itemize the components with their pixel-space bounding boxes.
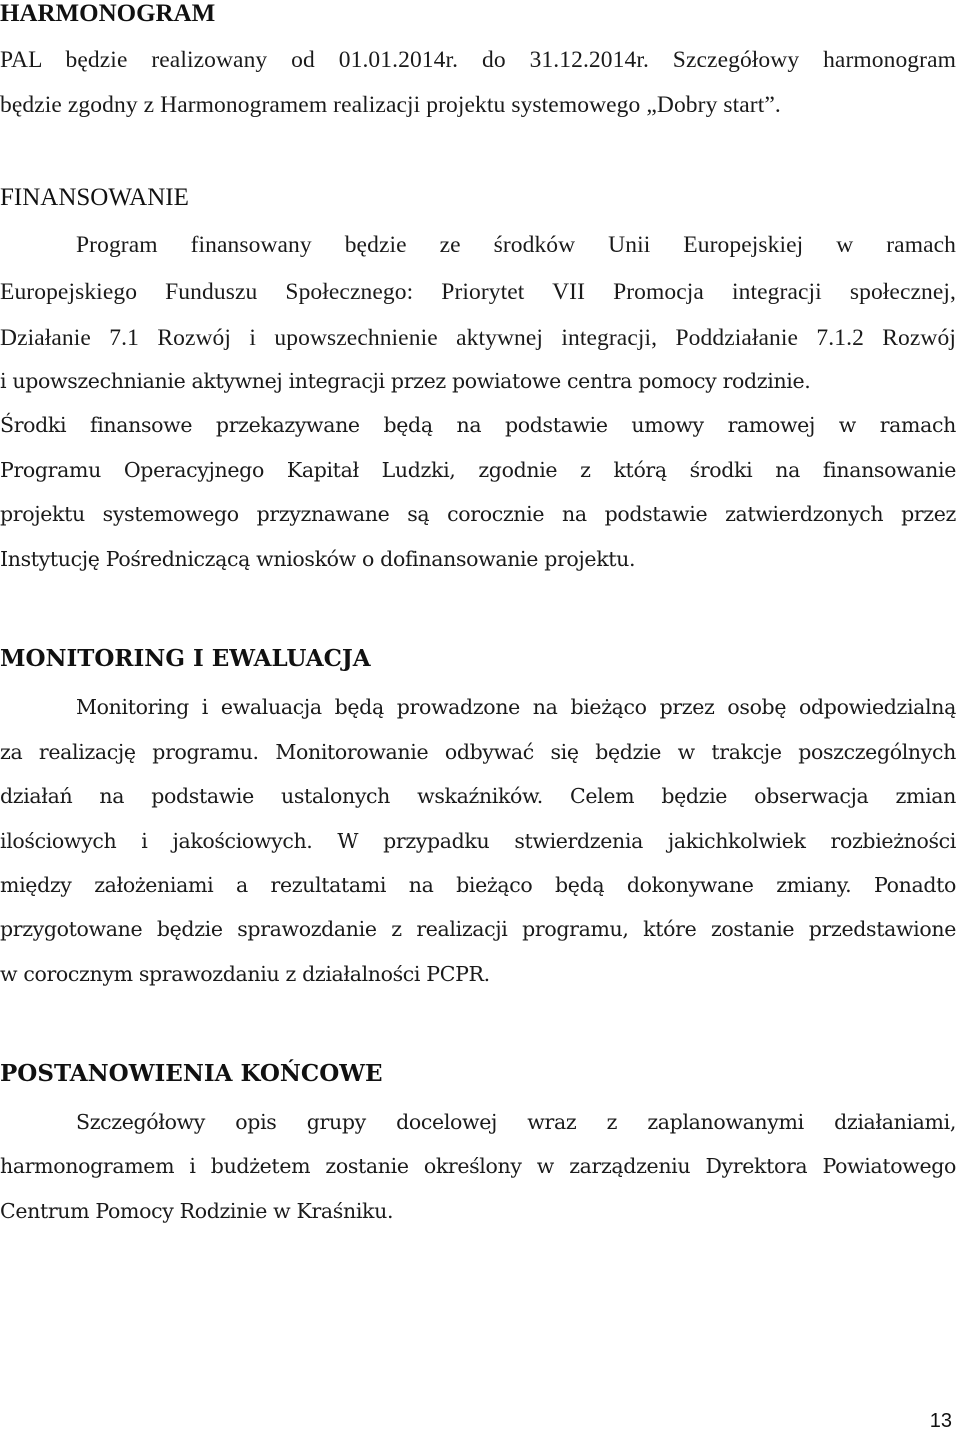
paragraph-line: PAL będzie realizowany od 01.01.2014r. do 31.12.2014r. Szczegółowy harmonogram: [0, 47, 956, 73]
section-heading: FINANSOWANIE: [0, 184, 189, 211]
paragraph-line: między założeniami a rezultatami na bieżąco będą dokonywane zmiany. Ponadto: [0, 873, 956, 897]
paragraph-line: Szczegółowy opis grupy docelowej wraz z zaplanowanymi działaniami,: [76, 1110, 956, 1134]
paragraph-line: Instytucję Pośredniczącą wniosków o dofinansowanie projektu.: [0, 547, 636, 571]
paragraph-line: za realizację programu. Monitorowanie odbywać się będzie w trakcje poszczególnych: [0, 740, 956, 764]
paragraph-line: Centrum Pomocy Rodzinie w Kraśniku.: [0, 1199, 394, 1223]
paragraph-line: Europejskiego Funduszu Społecznego: Priorytet VII Promocja integracji społecznej,: [0, 279, 956, 305]
paragraph-line: Programu Operacyjnego Kapitał Ludzki, zgodnie z którą środki na finansowanie: [0, 458, 956, 482]
page-number: 13: [929, 1410, 952, 1432]
section-heading: HARMONOGRAM: [0, 0, 216, 27]
paragraph-line: przygotowane będzie sprawozdanie z realizacji programu, które zostanie przedstawione: [0, 917, 956, 941]
paragraph-line: harmonogramem i budżetem zostanie określony w zarządzeniu Dyrektora Powiatowego: [0, 1154, 956, 1178]
paragraph-line: działań na podstawie ustalonych wskaźników. Celem będzie obserwacja zmian: [0, 784, 956, 808]
paragraph-line: będzie zgodny z Harmonogramem realizacji projektu systemowego „Dobry start”.: [0, 92, 781, 118]
paragraph-line: Działanie 7.1 Rozwój i upowszechnienie aktywnej integracji, Poddziałanie 7.1.2 Rozwój: [0, 325, 956, 351]
paragraph-line: w corocznym sprawozdaniu z działalności PCPR.: [0, 962, 490, 986]
paragraph-line: projektu systemowego przyznawane są corocznie na podstawie zatwierdzonych przez: [0, 502, 956, 526]
paragraph-line: ilościowych i jakościowych. W przypadku stwierdzenia jakichkolwiek rozbieżności: [0, 829, 956, 853]
section-heading: POSTANOWIENIA KOŃCOWE: [0, 1060, 383, 1087]
section-heading: MONITORING I EWALUACJA: [0, 645, 371, 672]
paragraph-line: Monitoring i ewaluacja będą prowadzone na bieżąco przez osobę odpowiedzialną: [76, 695, 956, 719]
paragraph-line: Środki finansowe przekazywane będą na podstawie umowy ramowej w ramach: [0, 413, 956, 437]
paragraph-line: Program finansowany będzie ze środków Unii Europejskiej w ramach: [76, 232, 956, 258]
paragraph-line: i upowszechnianie aktywnej integracji przez powiatowe centra pomocy rodzinie.: [0, 369, 811, 393]
